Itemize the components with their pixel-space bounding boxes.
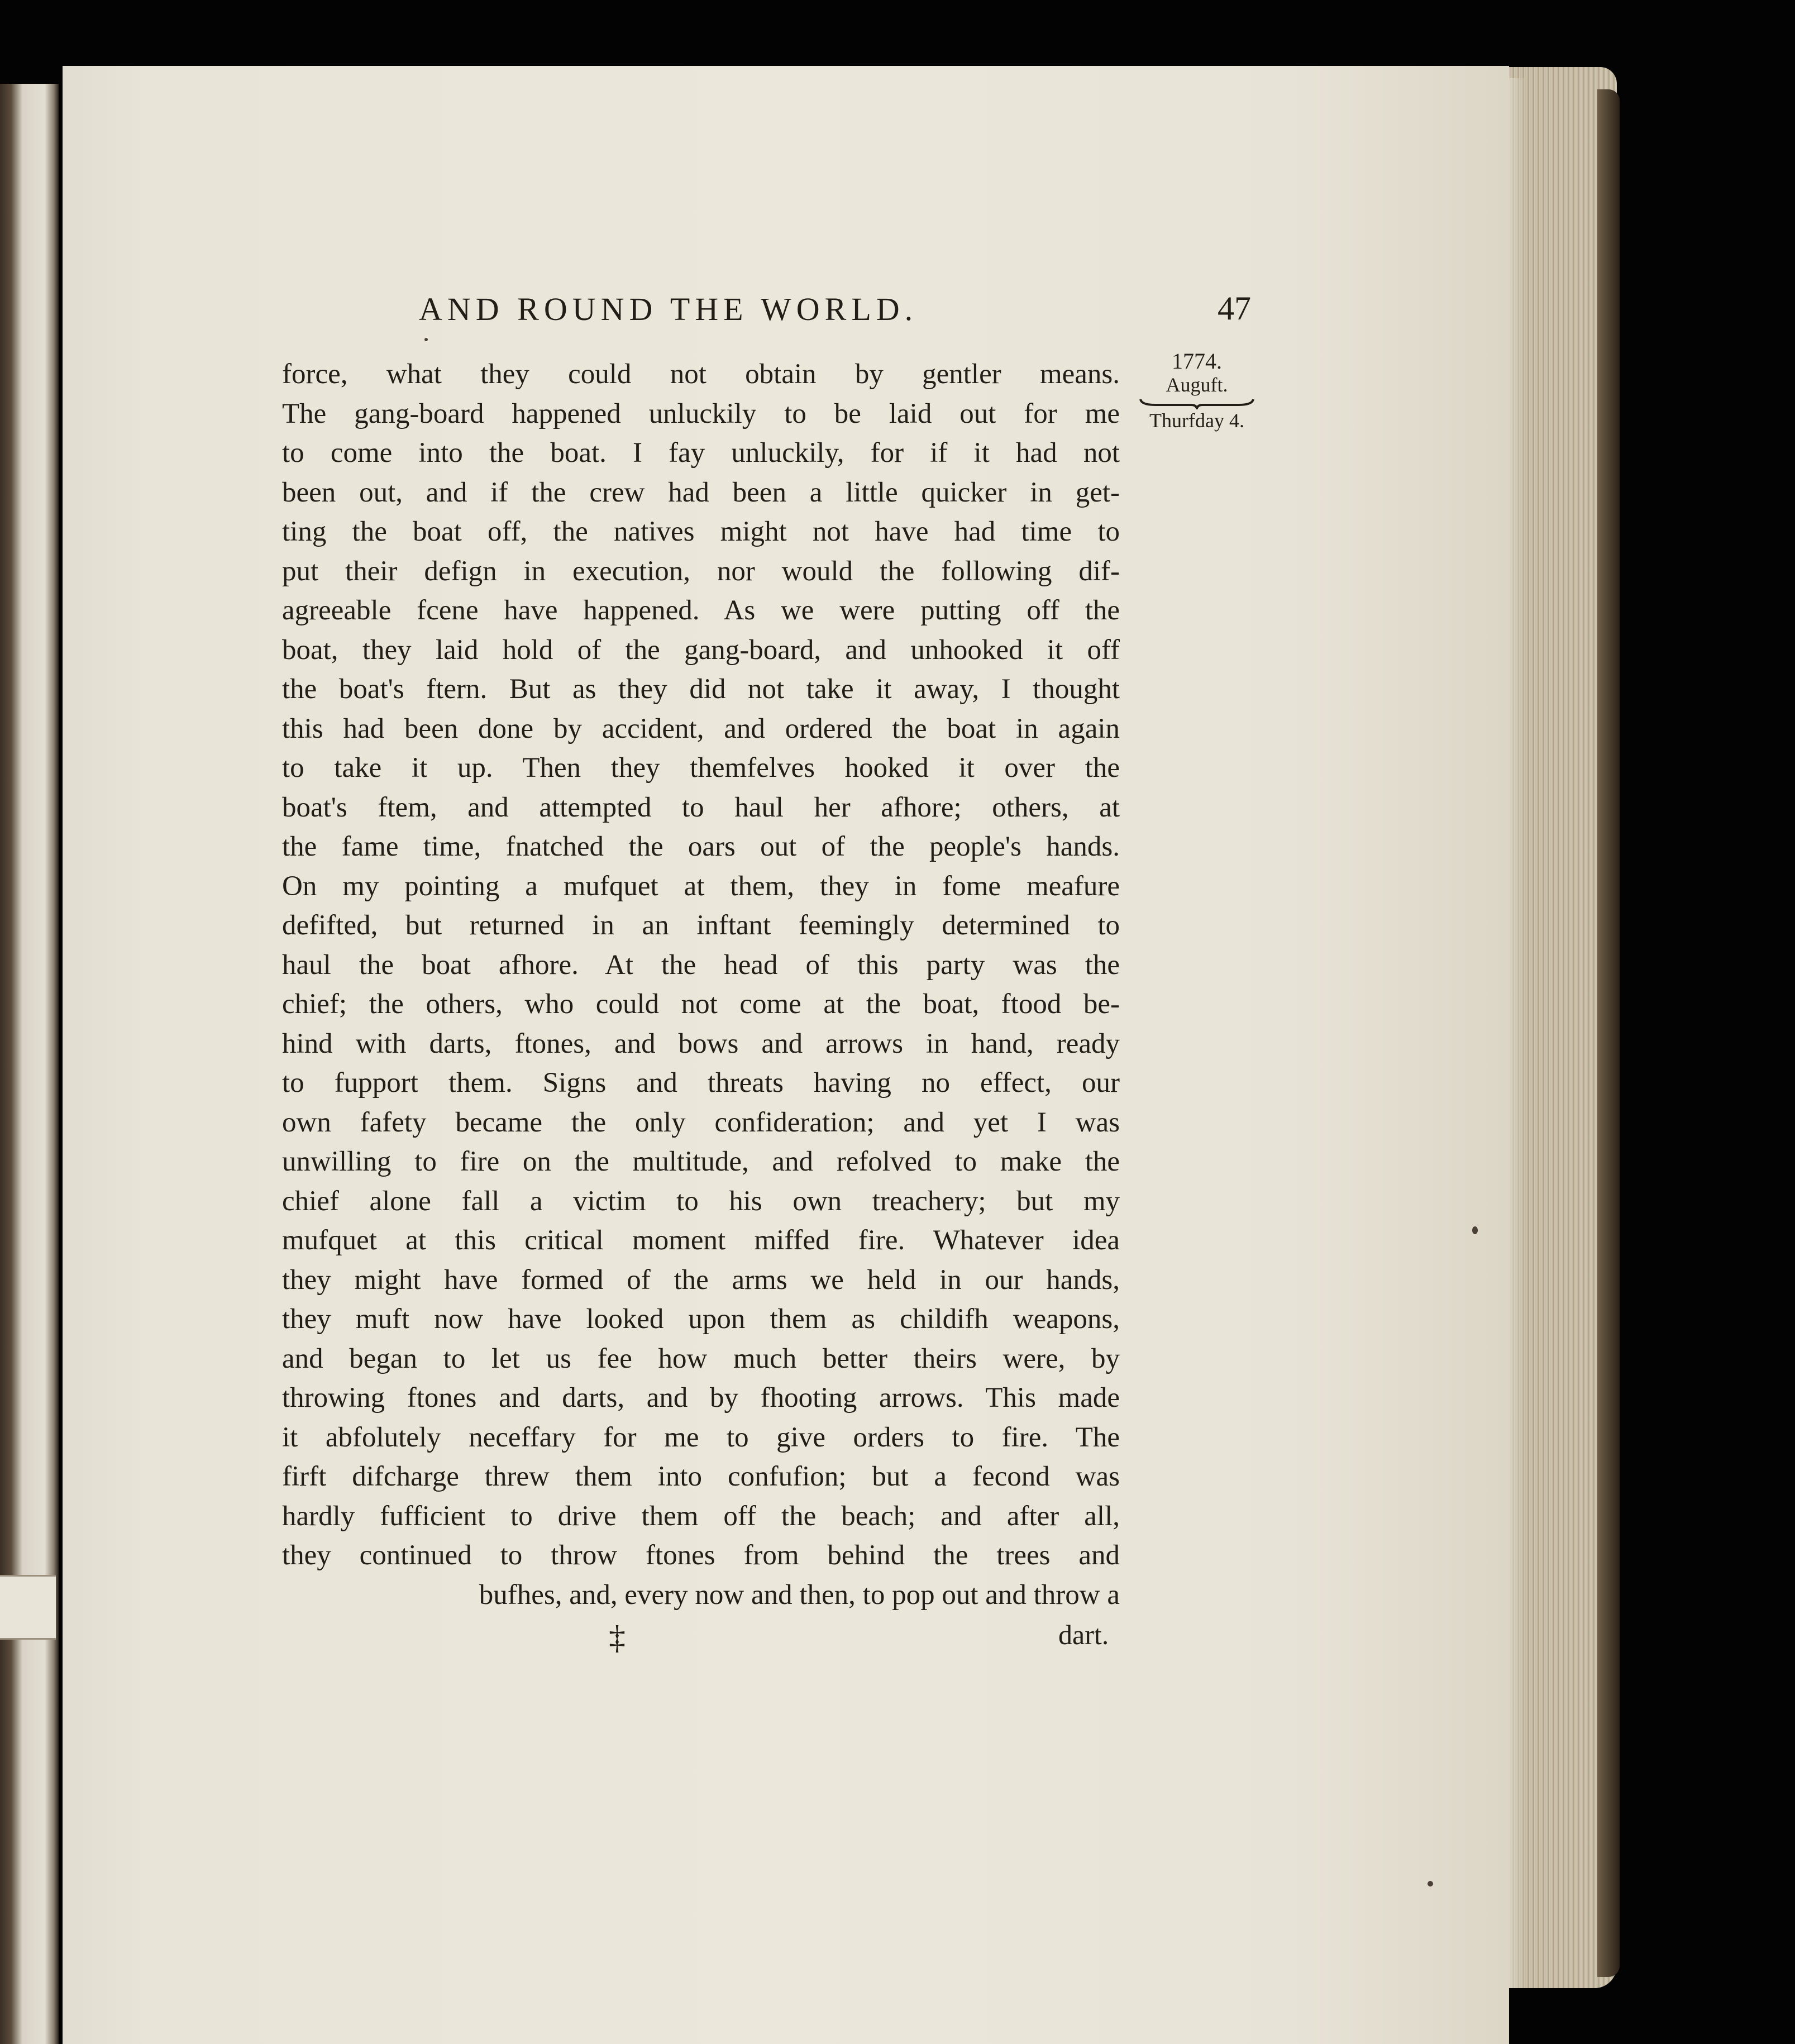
text-line: the boat's ftern. But as they did not take it away, I thought <box>282 674 1120 705</box>
text-line: The gang-board happened unluckily to be laid out for me <box>282 398 1120 429</box>
text-line: chief; the others, who could not come at the boat, ftood be- <box>282 988 1120 1020</box>
text-line: haul the boat afhore. At the head of this party was the <box>282 949 1120 981</box>
body-text <box>282 355 1120 1615</box>
text-line: boat, they laid hold of the gang-board, and unhooked it off <box>282 634 1120 666</box>
running-head: AND ROUND THE WORLD. <box>419 291 918 327</box>
text-line: throwing ftones and darts, and by fhooting arrows. This made <box>282 1382 1120 1413</box>
text-line: bufhes, and, every now and then, to pop out and throw a <box>479 1579 1120 1611</box>
page-number: 47 <box>1218 290 1251 327</box>
text-line: firft difcharge threw them into confufion; but a fecond was <box>282 1461 1120 1492</box>
paper-speck <box>1428 1881 1433 1887</box>
text-line: On my pointing a mufquet at them, they in fome meafure <box>282 870 1120 902</box>
text-line: to come into the boat. I fay unluckily, for if it had not <box>282 437 1120 469</box>
text-line: agreeable fcene have happened. As we were putting off the <box>282 595 1120 626</box>
text-line: hardly fufficient to drive them off the beach; and after all, <box>282 1500 1120 1532</box>
text-line: this had been done by accident, and ordered the boat in again <box>282 713 1120 744</box>
brace-icon <box>1138 397 1255 409</box>
paper-speck <box>424 338 428 341</box>
text-line: unwilling to fire on the multitude, and refolved to make the <box>282 1146 1120 1177</box>
text-line: been out, and if the crew had been a little quicker in get- <box>282 476 1120 508</box>
text-line: mufquet at this critical moment miffed fire. Whatever idea <box>282 1225 1120 1256</box>
text-line: to fupport them. Signs and threats having no effect, our <box>282 1067 1120 1099</box>
margin-note <box>1133 349 1261 432</box>
text-line: put their defign in execution, nor would the following dif- <box>282 555 1120 587</box>
text-line: own fafety became the only confideration; and yet I was <box>282 1106 1120 1138</box>
text-line: ting the boat off, the natives might not have had time to <box>282 516 1120 547</box>
text-line: the fame time, fnatched the oars out of the people's hands. <box>282 831 1120 862</box>
text-line: to take it up. Then they themfelves hooked it over the <box>282 752 1120 784</box>
text-line: boat's ftem, and attempted to haul her afhore; others, at <box>282 791 1120 823</box>
signature-mark: ‡ <box>609 1619 626 1656</box>
text-line: they continued to throw ftones from behind the trees and <box>282 1540 1120 1571</box>
text-line: they muft now have looked upon them as childifh weapons, <box>282 1303 1120 1335</box>
text-line: and began to let us fee how much better theirs were, by <box>282 1343 1120 1374</box>
margin-day: Thurfday 4. <box>1149 409 1244 432</box>
margin-month: Auguft. <box>1166 374 1228 396</box>
text-line: force, what they could not obtain by gentler means. <box>282 359 1120 390</box>
paper-speck <box>1472 1226 1478 1234</box>
text-line: hind with darts, ftones, and bows and arrows in hand, ready <box>282 1028 1120 1059</box>
text-line: defifted, but returned in an inftant feemingly determined to <box>282 910 1120 941</box>
catchword: dart. <box>1058 1619 1109 1650</box>
text-line: they might have formed of the arms we held in our hands, <box>282 1264 1120 1296</box>
text-line: chief alone fall a victim to his own treachery; but my <box>282 1185 1120 1217</box>
margin-year: 1774. <box>1172 348 1222 374</box>
text-line: it abfolutely neceffary for me to give orders to fire. The <box>282 1421 1120 1453</box>
